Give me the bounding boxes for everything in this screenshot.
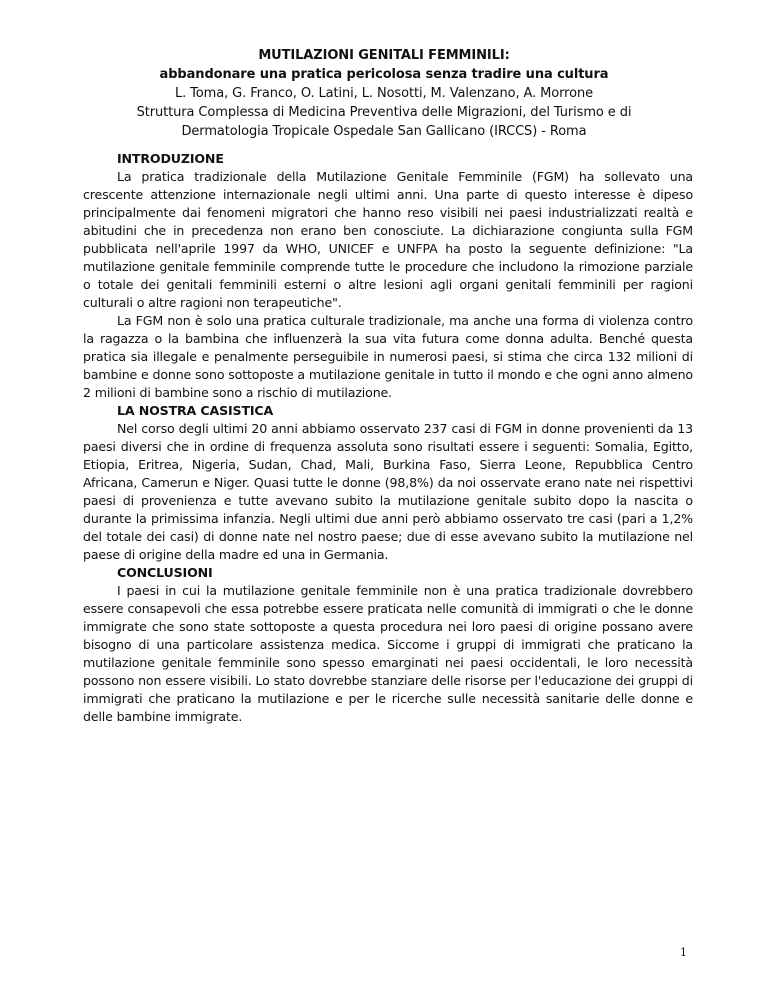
section-heading: LA NOSTRA CASISTICA [117, 403, 274, 418]
paragraph: La pratica tradizionale della Mutilazione Genitale Femminile (FGM) ha sollevato una crescente attenzione internazionale negli ultimi anni. Una parte di questo interesse è dipeso principalmente dai fenomeni migratori che hanno reso visibili nei paesi industrializzati realtà e abitudini che in precedenza non erano ben conosciute. La dichiarazione congiunta sulla FGM pubblicata nell'aprile 1997 da WHO, UNICEF e UNFPA ha posto la seguente definizione: "La mutilazione genitale femminile comprende tutte le procedure che includono la rimozione parziale o totale dei genitali femminili esterni o altre lesioni agli organi genitali femminili per ragioni culturali o altre ragioni non terapeutiche". [83, 169, 693, 310]
page-number: 1 [680, 946, 687, 959]
author-list: L. Toma, G. Franco, O. Latini, L. Nosotti, M. Valenzano, A. Morrone [174, 86, 594, 101]
title-block [0, 46, 768, 141]
body-content [83, 150, 693, 726]
affiliation-line-1: Struttura Complessa di Medicina Preventiva delle Migrazioni, del Turismo e di [136, 105, 632, 120]
paragraph: La FGM non è solo una pratica culturale tradizionale, ma anche una forma di violenza contro la ragazza o la bambina che influenzerà la sua vita futura come donna adulta. Benché questa pratica sia illegale e penalmente perseguibile in numerosi paesi, si stima che circa 132 milioni di bambine e donne sono sottoposte a mutilazione genitale in tutto il mondo e che ogni anno almeno 2 milioni di bambine sono a rischio di mutilazione. [83, 313, 693, 400]
section-casistica [83, 402, 693, 564]
paper-title: MUTILAZIONI GENITALI FEMMINILI: [258, 48, 510, 63]
section-conclusioni [83, 564, 693, 726]
paper-subtitle: abbandonare una pratica pericolosa senza tradire una cultura [159, 67, 609, 82]
affiliation-line-2: Dermatologia Tropicale Ospedale San Gallicano (IRCCS) - Roma [181, 124, 587, 139]
section-heading: CONCLUSIONI [117, 565, 213, 580]
paragraph: Nel corso degli ultimi 20 anni abbiamo osservato 237 casi di FGM in donne provenienti da 13 paesi diversi che in ordine di frequenza assoluta sono risultati essere i seguenti: Somalia, Egitto, Etiopia, Eritrea, Nigeria, Sudan, Chad, Mali, Burkina Faso, Sierra Leone, Repubblica Centro Africana, Camerun e Niger. Quasi tutte le donne (98,8%) da noi osservate erano nate nei rispettivi paesi di provenienza e tutte avevano subito la mutilazione genitale subito dopo la nascita o durante la primissima infanzia. Negli ultimi due anni però abbiamo osservato tre casi (pari a 1,2% del totale dei casi) di donne nate nel nostro paese; due di esse avevano subito la mutilazione nel paese di origine della madre ed una in Germania. [83, 421, 693, 562]
paragraph: I paesi in cui la mutilazione genitale femminile non è una pratica tradizionale dovrebbero essere consapevoli che essa potrebbe essere praticata nelle comunità di immigrati o che le donne immigrate che sono state sottoposte a questa procedura nei loro paesi di origine possano avere bisogno di una particolare assistenza medica. Siccome i gruppi di immigrati che praticano la mutilazione genitale femminile sono spesso emarginati nei paesi occidentali, le loro necessità possono non essere visibili. Lo stato dovrebbe stanziare delle risorse per l'educazione dei gruppi di immigrati che praticano la mutilazione e per le ricerche sulle necessità sanitarie delle donne e delle bambine immigrate. [83, 583, 693, 724]
section-heading: INTRODUZIONE [117, 151, 224, 166]
section-introduzione [83, 150, 693, 402]
